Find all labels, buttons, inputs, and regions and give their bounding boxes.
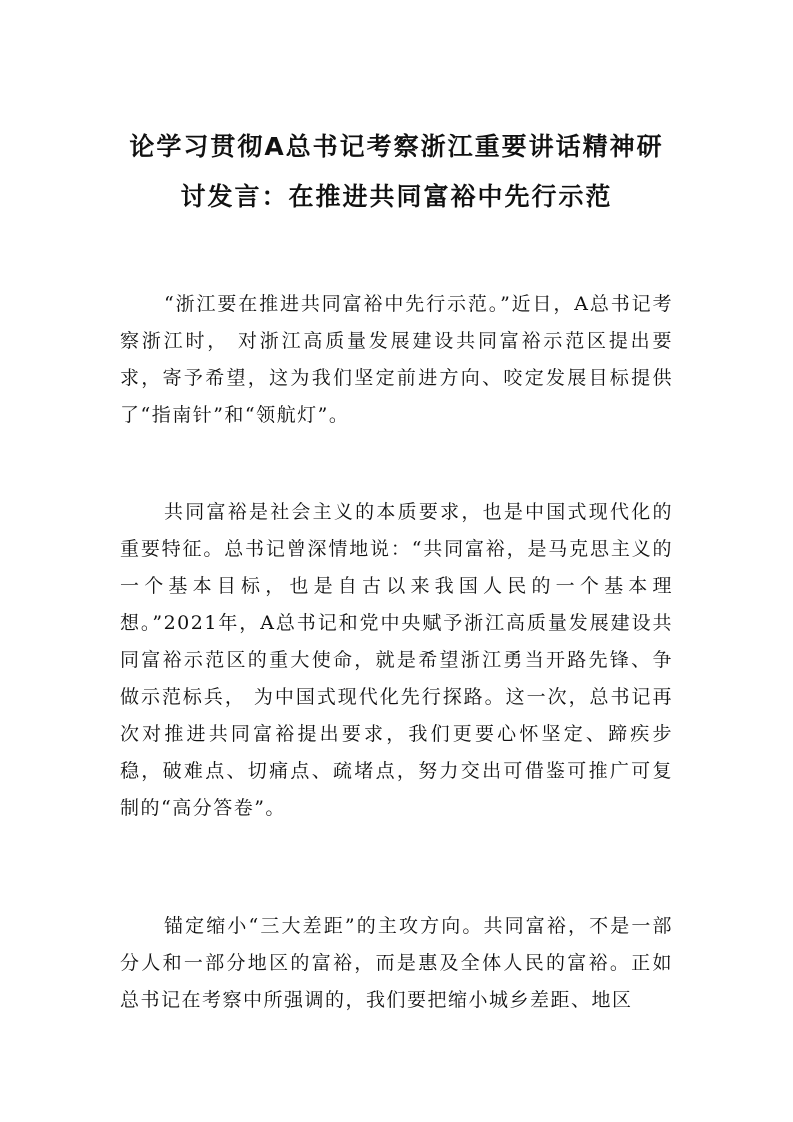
- paragraph-3: 锚定缩小“三大差距”的主攻方向。共同富裕，不是一部分人和一部分地区的富裕，而是惠及全体人民的富裕。正如总书记在考察中所强调的，我们要把缩小城乡差距、地区: [120, 915, 673, 1011]
- document-title: 论学习贯彻A总书记考察浙江重要讲话精神研讨发言：在推进共同富裕中先行示范: [129, 132, 664, 211]
- paragraph-1: “浙江要在推进共同富裕中先行示范。”近日，A总书记考察浙江时， 对浙江高质量发展建设共同富裕示范区提出要求，寄予希望，这为我们坚定前进方向、咬定发展目标提供了“指南针”和“领航灯”。: [120, 293, 673, 426]
- paragraph-2: 共同富裕是社会主义的本质要求，也是中国式现代化的重要特征。总书记曾深情地说：“共同富裕，是马克思主义的一个基本目标，也是自古以来我国人民的一个基本理想。”2021年，A总书记和党中央赋予浙江高质量发展建设共同富裕示范区的重大使命，就是希望浙江勇当开路先锋、争做示范标兵， 为中国式现代化先行探路。这一次，总书记再次对推进共同富裕提出要求，我们更要心怀坚定、蹄疾步稳，破难点、切痛点、疏堵点，努力交出可借鉴可推广可复制的“高分答卷”。: [120, 501, 673, 819]
